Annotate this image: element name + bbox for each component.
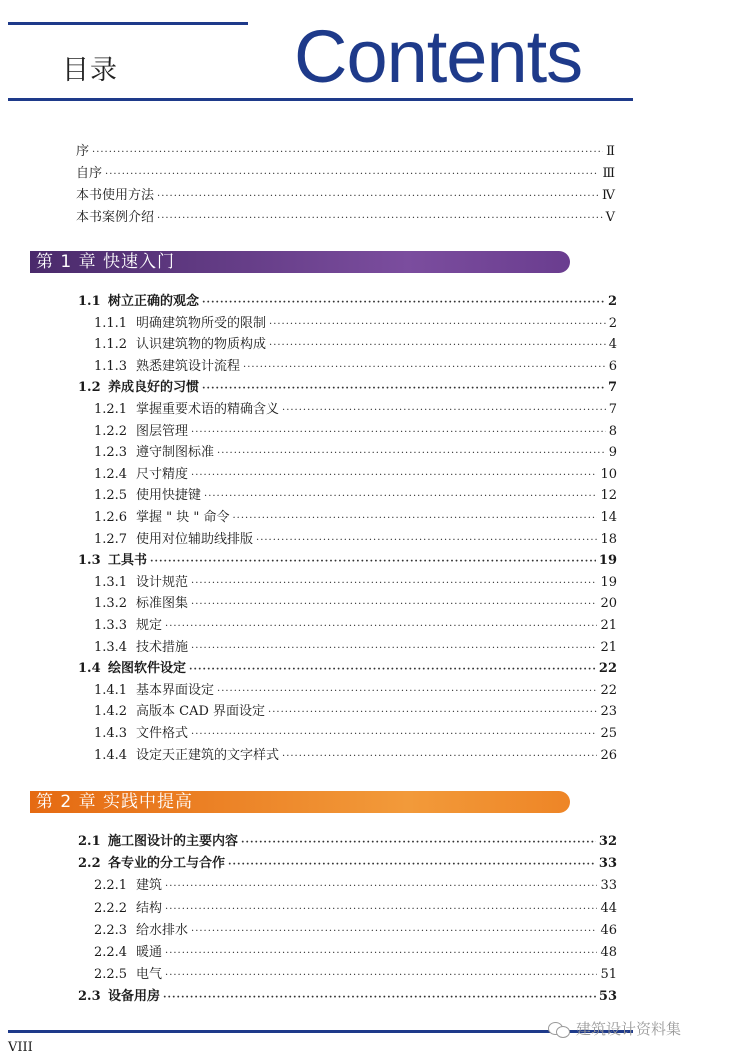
toc-entry-title: 设备用房 (108, 989, 161, 1005)
toc-entry[interactable] (94, 444, 617, 463)
toc-entry[interactable] (94, 725, 617, 744)
toc-leader-dots (165, 878, 597, 896)
toc-entry-title: 高版本 CAD 界面设定 (136, 704, 266, 720)
toc-entry[interactable] (94, 336, 617, 355)
toc-page-number: 19 (598, 553, 617, 569)
toc-entry-number: 1.2.3 (94, 445, 128, 461)
toc-entry-number: 2.2.5 (94, 967, 128, 983)
toc-page-number: 46 (600, 922, 617, 938)
toc-page-number: Ⅴ (605, 210, 615, 225)
toc-entry[interactable] (94, 531, 617, 550)
toc-entry[interactable] (78, 833, 617, 852)
toc-page-number: 26 (600, 747, 617, 763)
toc-entry-number: 1.3 (78, 553, 101, 569)
toc-entry[interactable] (94, 487, 617, 506)
toc-leader-dots (202, 294, 605, 312)
header-top-rule (8, 22, 248, 25)
toc-entry[interactable] (94, 639, 617, 658)
toc-entry[interactable] (78, 660, 617, 679)
toc-page-number: 18 (600, 531, 617, 547)
toc-leader-dots (228, 856, 596, 874)
toc-entry-title: 基本界面设定 (136, 682, 215, 698)
toc-page-number: 7 (608, 402, 617, 417)
toc-entry-number: 1.2.4 (94, 466, 128, 482)
toc-entry-number: 1.4 (78, 661, 101, 677)
toc-page-number: 19 (600, 574, 617, 590)
toc-entry-title: 设计规范 (136, 574, 189, 590)
toc-entry-number: 1.3.1 (94, 574, 128, 590)
toc-entry-title: 暖通 (136, 945, 163, 960)
toc-leader-dots (150, 553, 596, 571)
toc-page-number: 21 (600, 618, 617, 633)
toc-leader-dots (165, 967, 597, 985)
toc-entry-number: 1.4.3 (94, 726, 128, 741)
toc-entry[interactable] (78, 552, 617, 571)
toc-page-number: 4 (608, 337, 617, 353)
toc-entry[interactable] (94, 966, 617, 985)
title-chinese: 目录 (62, 55, 118, 86)
toc-leader-dots (256, 532, 597, 550)
toc-page-number: 20 (600, 596, 617, 612)
toc-page-number: 12 (600, 488, 617, 504)
toc-entry-title: 本书案例介绍 (76, 210, 155, 225)
toc-entry-number: 2.2.4 (94, 945, 128, 960)
toc-entry-title: 自序 (76, 166, 103, 181)
toc-page-number: 7 (607, 380, 617, 396)
toc-entry-number: 1.4.1 (94, 682, 128, 698)
watermark (548, 1018, 681, 1039)
wechat-icon (548, 1021, 572, 1037)
toc-entry-title: 工具书 (108, 553, 148, 569)
toc-page-number: 8 (608, 423, 617, 439)
toc-entry-number: 1.2.2 (94, 423, 128, 439)
toc-entry[interactable] (94, 574, 617, 593)
toc-leader-dots (241, 834, 596, 852)
toc-entry[interactable] (94, 682, 617, 701)
toc-page-number: 33 (600, 878, 617, 894)
toc-leader-dots (157, 188, 599, 206)
toc-entry[interactable] (76, 165, 615, 184)
toc-entry[interactable] (76, 143, 615, 162)
toc-leader-dots (282, 402, 606, 420)
toc-entry-title: 技术措施 (136, 639, 189, 655)
toc-entry-title: 文件格式 (136, 726, 189, 741)
toc-entry[interactable] (94, 358, 617, 377)
toc-leader-dots (163, 989, 596, 1007)
toc-entry-title: 序 (76, 144, 90, 159)
toc-entry[interactable] (76, 209, 615, 228)
toc-entry-number: 1.1.2 (94, 337, 128, 353)
toc-entry-title: 电气 (136, 967, 163, 983)
toc-entry-title: 遵守制图标准 (136, 445, 215, 461)
toc-entry-number: 1.3.3 (94, 618, 128, 633)
toc-page-number: 2 (608, 315, 617, 331)
toc-entry[interactable] (78, 988, 617, 1007)
toc-entry-number: 2.1 (78, 834, 101, 849)
toc-page-number: 25 (600, 726, 617, 741)
toc-entry-number: 1.2.6 (94, 510, 128, 525)
chapter-1-banner: 第 1 章 快速入门 (30, 251, 570, 273)
toc-leader-dots (269, 337, 606, 355)
toc-page-number: 6 (608, 358, 617, 374)
toc-entry-number: 2.2.2 (94, 900, 128, 916)
toc-page-number: 33 (598, 856, 617, 872)
toc-page-number: 22 (598, 661, 617, 677)
toc-entry[interactable] (94, 401, 617, 420)
toc-entry-title: 各专业的分工与合作 (108, 856, 226, 872)
toc-page-number: 48 (600, 945, 617, 960)
toc-entry-number: 1.1.1 (94, 315, 128, 331)
toc-leader-dots (191, 596, 597, 614)
toc-page-number: 32 (598, 834, 617, 849)
toc-entry-title: 掌握 " 块 " 命令 (136, 510, 230, 525)
toc-entry[interactable] (94, 423, 617, 442)
watermark-text: 建筑设计资料集 (576, 1020, 682, 1038)
toc-page-number: 23 (600, 704, 617, 720)
toc-entry-title: 设定天正建筑的文字样式 (136, 747, 280, 763)
toc-leader-dots (191, 726, 597, 744)
toc-entry[interactable] (94, 944, 617, 963)
page-folio: VIII (8, 1040, 33, 1055)
toc-entry-number: 1.2.7 (94, 531, 128, 547)
toc-entry-title: 使用快捷键 (136, 488, 202, 504)
toc-leader-dots (105, 166, 599, 184)
toc-leader-dots (268, 704, 597, 722)
title-english: Contents (294, 15, 583, 98)
toc-leader-dots (157, 210, 603, 228)
toc-entry[interactable] (78, 855, 617, 874)
toc-entry-title: 施工图设计的主要内容 (108, 834, 239, 849)
toc-entry-title: 本书使用方法 (76, 188, 155, 203)
toc-entry[interactable] (76, 187, 615, 206)
toc-entry-title: 标准图集 (136, 596, 189, 612)
toc-entry-title: 熟悉建筑设计流程 (136, 358, 241, 374)
toc-entry-number: 2.2.1 (94, 878, 128, 894)
header-bottom-rule (8, 98, 633, 101)
toc-entry-title: 建筑 (136, 878, 163, 894)
toc-entry-number: 2.2.3 (94, 922, 128, 938)
toc-entry-number: 1.4.2 (94, 704, 128, 720)
toc-entry[interactable] (94, 747, 617, 766)
toc-leader-dots (243, 359, 606, 377)
toc-leader-dots (233, 510, 598, 528)
toc-page-number: 2 (607, 294, 617, 309)
toc-entry-number: 1.2.5 (94, 488, 128, 504)
toc-page-number: Ⅱ (606, 144, 615, 159)
toc-entry-number: 1.1.3 (94, 358, 128, 374)
toc-leader-dots (165, 618, 597, 636)
toc-page-number: 51 (600, 967, 617, 983)
toc-page-number: Ⅳ (602, 188, 615, 203)
toc-entry-title: 明确建筑物所受的限制 (136, 315, 267, 331)
toc-leader-dots (191, 923, 597, 941)
toc-entry-number: 1.2.1 (94, 402, 128, 417)
toc-entry-title: 养成良好的习惯 (108, 380, 200, 396)
toc-entry-title: 认识建筑物的物质构成 (136, 337, 267, 353)
toc-leader-dots (217, 683, 597, 701)
toc-leader-dots (92, 144, 603, 162)
toc-page-number: 9 (608, 445, 617, 461)
toc-leader-dots (204, 488, 597, 506)
toc-page-number: 10 (600, 466, 617, 482)
toc-page-number: 14 (600, 510, 617, 525)
toc-entry-number: 2.2 (78, 856, 101, 872)
toc-entry[interactable] (94, 595, 617, 614)
toc-leader-dots (165, 945, 597, 963)
toc-entry[interactable] (78, 379, 617, 398)
toc-entry[interactable] (94, 466, 617, 485)
toc-leader-dots (165, 901, 597, 919)
toc-page-number: 53 (598, 989, 617, 1005)
toc-leader-dots (191, 467, 597, 485)
toc-entry[interactable] (94, 315, 617, 334)
toc-entry-title: 规定 (136, 618, 163, 633)
toc-entry-number: 1.4.4 (94, 747, 128, 763)
toc-entry[interactable] (94, 900, 617, 919)
toc-entry-title: 树立正确的观念 (108, 294, 200, 309)
toc-entry[interactable] (78, 293, 617, 312)
toc-entry-title: 绘图软件设定 (108, 661, 187, 677)
toc-page-number: 21 (600, 639, 617, 655)
toc-entry-title: 尺寸精度 (136, 466, 189, 482)
toc-entry-title: 结构 (136, 900, 163, 916)
toc-entry[interactable] (94, 922, 617, 941)
toc-leader-dots (202, 380, 605, 398)
toc-entry-title: 给水排水 (136, 922, 189, 938)
toc-entry-number: 1.3.4 (94, 639, 128, 655)
toc-page-number: 44 (600, 900, 617, 916)
toc-entry-number: 1.2 (78, 380, 101, 396)
toc-page-number: 22 (600, 682, 617, 698)
toc-entry-title: 图层管理 (136, 423, 189, 439)
toc-entry[interactable] (94, 617, 617, 636)
toc-entry[interactable] (94, 877, 617, 896)
toc-entry-title: 使用对位辅助线排版 (136, 531, 254, 547)
toc-leader-dots (282, 748, 597, 766)
toc-leader-dots (269, 316, 606, 334)
toc-leader-dots (191, 575, 597, 593)
toc-entry-number: 1.3.2 (94, 596, 128, 612)
toc-entry[interactable] (94, 509, 617, 528)
toc-page-number: Ⅲ (602, 166, 615, 181)
toc-entry-number: 2.3 (78, 989, 101, 1005)
footer-rule (8, 1030, 633, 1033)
toc-leader-dots (189, 661, 596, 679)
toc-entry-title: 掌握重要术语的精确含义 (136, 402, 280, 417)
chapter-2-banner: 第 2 章 实践中提高 (30, 791, 570, 813)
toc-leader-dots (191, 640, 597, 658)
toc-leader-dots (191, 424, 606, 442)
toc-leader-dots (217, 445, 606, 463)
toc-entry-number: 1.1 (78, 294, 101, 309)
toc-entry[interactable] (94, 703, 617, 722)
